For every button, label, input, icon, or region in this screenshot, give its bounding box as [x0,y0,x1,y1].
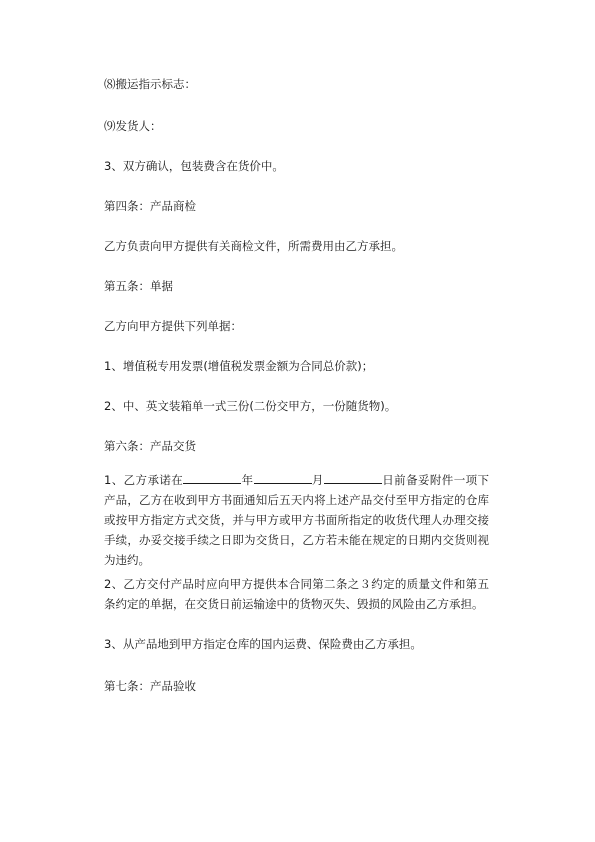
delivery-clause-1 [104,470,489,570]
month-label: 月 [311,473,324,487]
year-blank [183,471,241,484]
packing-item-9: ⑼发货人： [104,119,162,133]
packing-item-8: ⑻搬运指示标志： [104,77,196,91]
document-item-2: 2、中、英文装箱单一式三份(二份交甲方，一份随货物)。 [104,399,397,413]
article-6-heading: 第六条：产品交货 [104,439,196,453]
article-4-heading: 第四条：产品商检 [104,199,196,213]
document-item-1: 1、增值税专用发票(增值税发票金额为合同总价款)； [104,359,374,373]
delivery-clause-1-start: 1、乙方承诺在 [104,473,184,487]
delivery-clause-1-rest: 日前备妥附件一项下产品，乙方在收到甲方书面通知后五天内将上述产品交付至甲方指定的仓库或按甲方指定方式交货，并与甲方或甲方书面所指定的收货代理人办理交接手续，办妥交接手续之日即为交货日，乙方若未能在规定的日期内交货则视为违约。 [104,473,490,567]
article-7-heading: 第七条：产品验收 [104,679,196,693]
article-5-intro: 乙方向甲方提供下列单据： [104,319,242,333]
packing-clause-3: 3、双方确认，包装费含在货价中。 [104,159,284,173]
day-blank [324,471,382,484]
month-blank [254,471,312,484]
article-4-text: 乙方负责向甲方提供有关商检文件，所需费用由乙方承担。 [104,239,403,253]
article-5-heading: 第五条：单据 [104,279,173,293]
delivery-clause-2: 2、乙方交付产品时应向甲方提供本合同第二条之３约定的质量文件和第五条约定的单据，在交货日前运输途中的货物灭失、毁损的风险由乙方承担。 [104,577,489,611]
year-label: 年 [241,473,254,487]
delivery-clause-3: 3、从产品地到甲方指定仓库的国内运费、保险费由乙方承担。 [104,637,422,651]
